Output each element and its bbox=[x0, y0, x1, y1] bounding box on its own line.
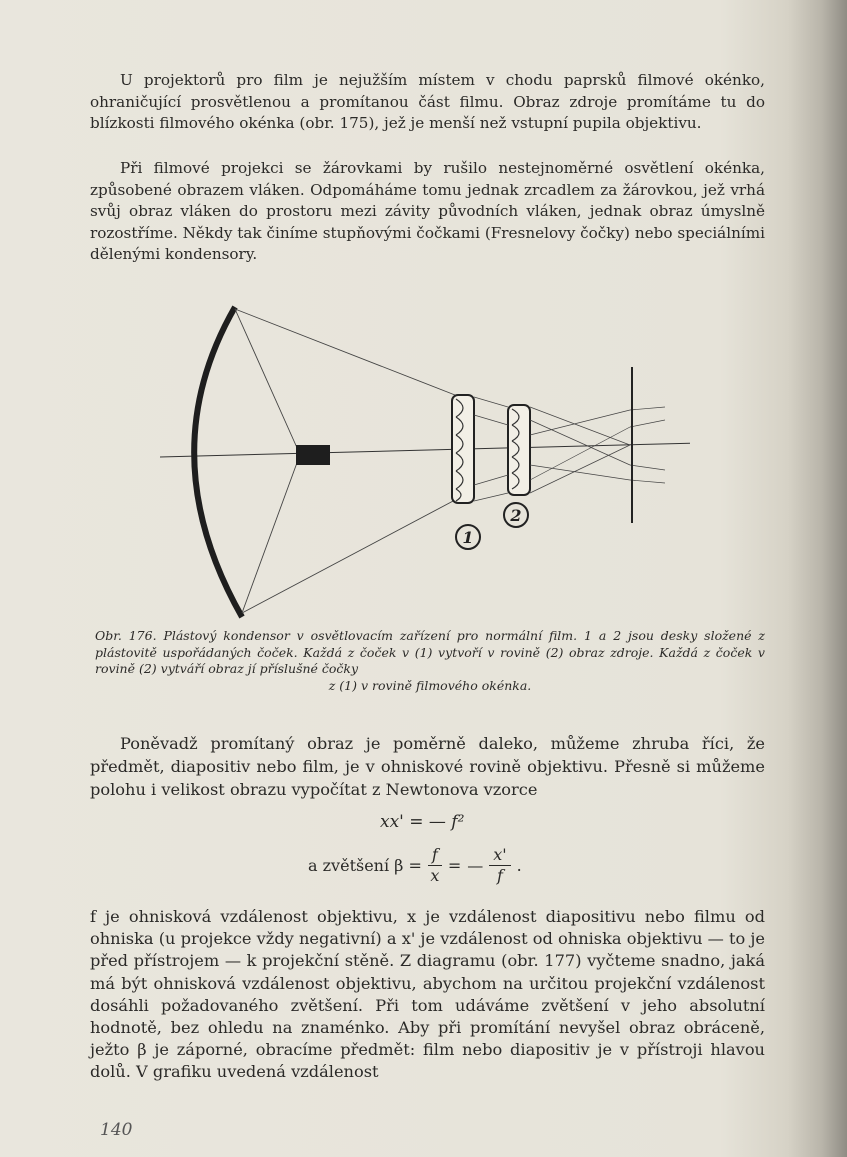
ray-bottom bbox=[242, 500, 455, 613]
fraction-denominator: x bbox=[430, 866, 440, 885]
paragraph-focal-length: f je ohnisková vzdálenost objektivu, x je vzdálenost diapositivu nebo filmu od ohniska (u projekce vždy negativní) a x' je vzdálenost od ohniska objektivu — to je před přístrojem — k projekční stěně. Z diagramu (obr. 177) vyčteme snadno, jaká má být ohnisková vzdálenost objektivu, abychom na určitou projekční vzdálenost dosáhli požadovaného zvětšení. Při tom udáváme zvětšení v jeho absolutní hodnotě, bez ohledu na znaménko. Aby při promítání nevyšel obraz obráceně, ježto β je záporné, obracíme předmět: film nebo diapositiv je v přístroji hlavou dolů. V grafiku uvedená vzdálenost bbox=[90, 907, 765, 1082]
fraction-numerator: f bbox=[428, 845, 442, 866]
fraction-xprime-over-f bbox=[489, 845, 510, 886]
reflector-mirror bbox=[194, 307, 242, 617]
figure-honeycomb-condenser bbox=[160, 295, 690, 625]
lamp-filament bbox=[296, 445, 330, 465]
fraction-denominator: f bbox=[497, 866, 503, 885]
paragraph-filament-illumination: Při filmové projekci se žárovkami by rušilo nestejnoměrné osvětlení okénka, způsobené obrazem vláken. Odpomáháme tomu jednak zrcadlem za žárovkou, jež vrhá svůj obraz vláken do prostoru mezi závity původních vláken, jednak obraz úmyslně rozostříme. Někdy tak činíme stupňovými čočkami (Fresnelovy čočky) nebo speciálními dělenými kondensory. bbox=[90, 159, 765, 263]
formula-magnification bbox=[308, 845, 522, 886]
label-plate-1 bbox=[456, 525, 480, 549]
caption-main: Obr. 176. Plástový kondensor v osvětlovacím zařízení pro normální film. 1 a 2 jsou desky složené z plástovitě uspořádaných čoček. Každá z čoček v (1) vytvoří v rovině (2) obraz zdroje. Každá z čoček v rovině (2) vytváří obraz jí příslušné čočky bbox=[95, 628, 765, 676]
label-plate-2 bbox=[504, 503, 528, 527]
equals-sign: = bbox=[447, 856, 462, 875]
paragraph-newton-formula-intro: Poněvadž promítaný obraz je poměrně daleko, můžeme zhruba říci, že předmět, diapositiv nebo film, je v ohniskové rovině objektivu. Přesně si můžeme polohu i velikost obrazu vypočítat z Newtonova vzorce bbox=[90, 734, 765, 799]
paragraph-projector-gate: U projektorů pro film je nejužším místem v chodu paprsků filmové okénko, ohraničující prosvětlenou a promítanou část filmu. Obraz zdroje promítáme tu do blízkosti filmového okénka (obr. 175), jež je menší než vstupní pupila objektivu. bbox=[90, 71, 765, 132]
page-number: 140 bbox=[100, 1120, 133, 1140]
optical-axis bbox=[160, 443, 690, 457]
formula-end-dot: . bbox=[516, 856, 522, 875]
formula-prefix: a zvětšení β = bbox=[308, 856, 422, 875]
beam-bundle bbox=[474, 397, 665, 501]
fraction-f-over-x bbox=[428, 845, 442, 886]
fraction-numerator: x' bbox=[489, 845, 510, 866]
minus-sign: — bbox=[467, 856, 484, 875]
figure-caption bbox=[95, 628, 765, 694]
lens-plate-2 bbox=[508, 405, 530, 495]
caption-last-line: z (1) v rovině filmového okénka. bbox=[328, 677, 532, 693]
svg-text:2: 2 bbox=[510, 506, 522, 525]
svg-text:1: 1 bbox=[462, 528, 474, 547]
ray-mirror-to-source-bottom bbox=[242, 460, 298, 613]
formula-newton: xx' = — f² bbox=[380, 812, 465, 832]
lens-plate-1 bbox=[452, 395, 474, 503]
